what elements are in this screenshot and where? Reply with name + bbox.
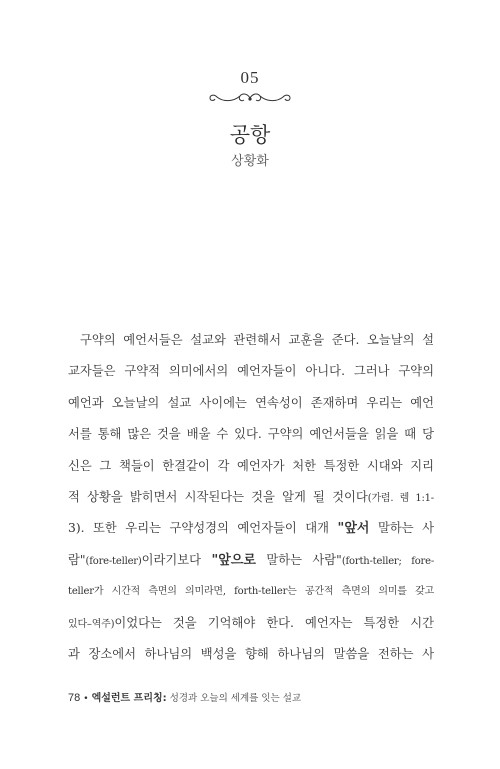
text-line [68, 513, 434, 544]
text-run: 서를 통해 많은 것을 배울 수 있다. 구약의 예언서들을 읽을 때 당 [68, 427, 434, 442]
text-line [68, 639, 434, 670]
text-run: 말하는 사람" [255, 552, 342, 567]
translator-note: 있다–역주) [68, 618, 115, 630]
chapter-number: 05 [240, 68, 260, 87]
text-run: 과 장소에서 하나님의 백성을 향해 하나님의 말씀을 전하는 사 [68, 646, 434, 661]
text-run: 말하는 사 [369, 521, 434, 536]
text-line [68, 388, 434, 419]
page-number: 78 [68, 692, 81, 704]
text-line [68, 356, 434, 387]
text-line [68, 576, 434, 607]
text-run: 예언과 오늘날의 설교 사이에는 연속성이 존재하며 우리는 예언 [68, 395, 434, 410]
text-line [68, 545, 434, 576]
text-line [68, 451, 434, 482]
chapter-subtitle: 상황화 [231, 154, 269, 169]
text-run: 람" [68, 552, 86, 567]
emphasis-text: "앞서 [337, 521, 370, 537]
text-run: 3). 또한 우리는 구약성경의 예언자들이 대개 [68, 521, 338, 536]
text-run: 적 상황을 밝히면서 시작된다는 것을 알게 될 것이다 [68, 489, 368, 504]
text-run: 신은 그 책들이 한결같이 각 예언자가 처한 특정한 시대와 지리 [68, 458, 434, 473]
text-line [68, 419, 434, 450]
chapter-title: 공항 [229, 123, 271, 147]
annotation: (fore-teller) [85, 555, 142, 567]
body-paragraph [68, 325, 434, 670]
text-run: 이라기보다 [141, 552, 212, 567]
ornament-divider-icon [207, 90, 293, 106]
text-line [68, 325, 434, 356]
book-subtitle: 성경과 오늘의 세계를 잇는 설교 [169, 693, 302, 704]
page-footer [68, 691, 434, 706]
book-title: 엑설런트 프리칭: [91, 693, 167, 704]
text-run: 구약의 예언서들은 설교와 관련해서 교훈을 준다. 오늘날의 설 [80, 333, 434, 347]
text-line [68, 482, 434, 513]
emphasis-text: "앞으로 [211, 552, 256, 568]
text-run: 이었다는 것을 기억해야 한다. 예언자는 특정한 시간 [114, 615, 434, 630]
annotation: (forth-teller; fore- [341, 555, 434, 567]
translator-note: teller가 시간적 측면의 의미라면, forth-teller는 공간적 측면의 의미를 갖고 [68, 586, 434, 598]
chapter-header [0, 68, 500, 170]
separator: • [83, 694, 89, 704]
text-line [68, 608, 434, 639]
citation: (가렴. 렘 1:1- [367, 492, 434, 504]
text-run: 교자들은 구약적 의미에서의 예언자들이 아니다. 그러나 구약의 [68, 364, 434, 379]
